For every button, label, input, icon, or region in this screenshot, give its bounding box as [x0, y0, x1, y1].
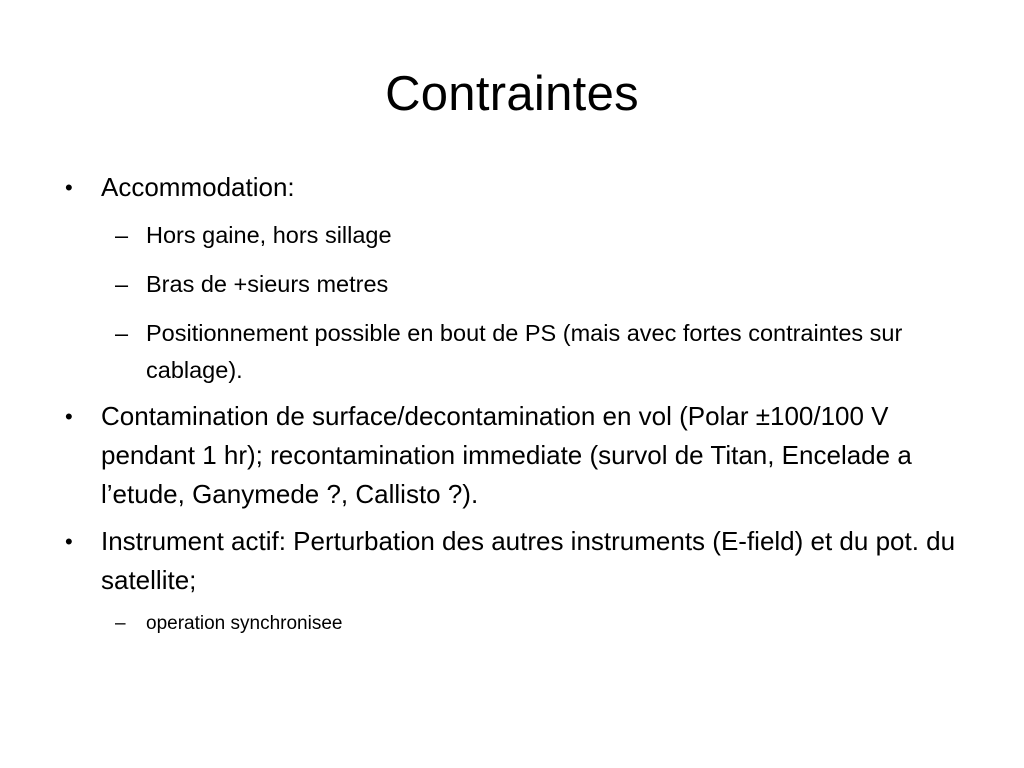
dash-marker: –	[115, 320, 129, 346]
bullet-marker: •	[65, 529, 73, 554]
sub-item-text: Bras de +sieurs metres	[146, 271, 389, 297]
bullet-text: Contamination de surface/decontamination en vol (Polar ±100/100 V pendant 1 hr); recontamination immediate (survol de Titan, Encelade a l’etude, Ganymede ?, Callisto ?).	[101, 401, 912, 509]
bullet-item-instrument-actif	[56, 522, 976, 600]
bullet-marker: •	[65, 404, 73, 429]
bullet-marker: •	[65, 175, 73, 200]
sub-item-text: Hors gaine, hors sillage	[146, 222, 392, 248]
slide-title: Contraintes	[385, 67, 639, 121]
sub-item-positionnement	[56, 315, 976, 389]
sub-item-text: operation synchronisee	[146, 613, 343, 634]
slide-content	[56, 168, 976, 638]
bullet-item-accommodation	[56, 168, 976, 207]
sub-item-hors-gaine	[56, 217, 976, 254]
sub-item-operation	[56, 610, 976, 638]
sub-item-bras	[56, 266, 976, 303]
dash-marker: –	[115, 613, 126, 634]
dash-marker: –	[115, 271, 129, 297]
bullet-item-contamination	[56, 397, 976, 514]
dash-marker: –	[115, 222, 129, 248]
bullet-text: Accommodation:	[101, 172, 295, 202]
bullet-text: Instrument actif: Perturbation des autres instruments (E-field) et du pot. du satellite;	[101, 526, 956, 595]
sub-item-text: Positionnement possible en bout de PS (mais avec fortes contraintes sur cablage).	[146, 320, 903, 383]
